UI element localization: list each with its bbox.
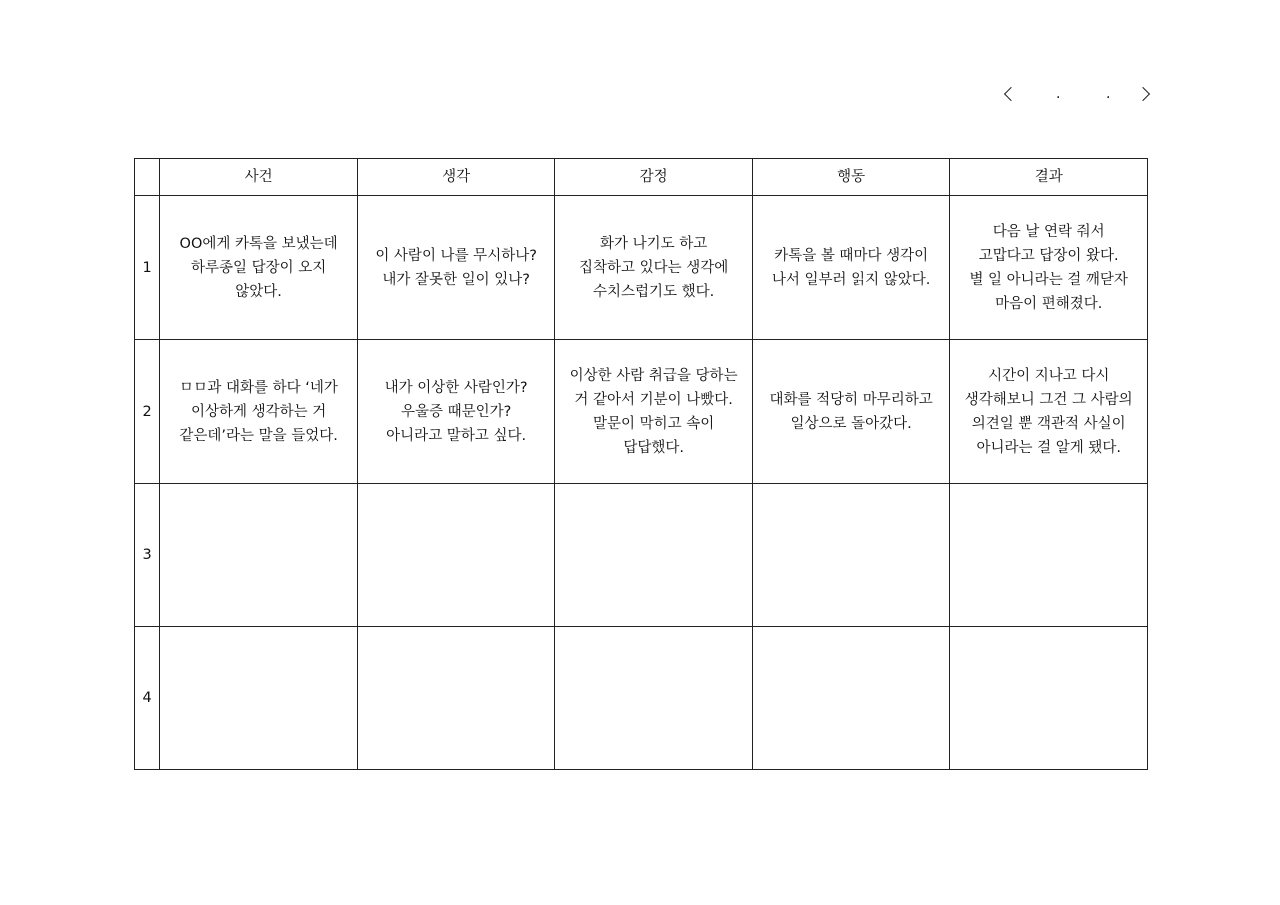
event-cell[interactable]: OO에게 카톡을 보냈는데 하루종일 답장이 오지 않았다. <box>160 196 358 340</box>
result-cell[interactable]: 시간이 지나고 다시 생각해보니 그건 그 사람의 의견일 뿐 객관적 사실이 아니라는 걸 알게 됐다. <box>950 340 1148 484</box>
behavior-cell[interactable]: 대화를 적당히 마무리하고 일상으로 돌아갔다. <box>752 340 950 484</box>
behavior-cell[interactable] <box>752 627 950 770</box>
table-row <box>135 340 1148 484</box>
date-separator-1: . <box>1056 86 1061 102</box>
date-separator-2: . <box>1106 86 1111 102</box>
table-row <box>135 627 1148 770</box>
chevron-left-icon <box>1004 87 1018 101</box>
row-number: 3 <box>135 484 160 627</box>
thought-cell[interactable]: 이 사람이 나를 무시하나? 내가 잘못한 일이 있나? <box>357 196 555 340</box>
emotion-cell[interactable]: 화가 나기도 하고 집착하고 있다는 생각에 수치스럽기도 했다. <box>555 196 753 340</box>
thought-cell[interactable]: 내가 이상한 사람인가? 우울증 때문인가? 아니라고 말하고 싶다. <box>357 340 555 484</box>
emotion-cell[interactable] <box>555 484 753 627</box>
header-emotion: 감정 <box>555 159 753 196</box>
header-thought: 생각 <box>357 159 555 196</box>
abc-record-table <box>134 158 1148 770</box>
behavior-cell[interactable] <box>752 484 950 627</box>
table-row <box>135 196 1148 340</box>
emotion-cell[interactable] <box>555 627 753 770</box>
header-number <box>135 159 160 196</box>
thought-cell[interactable] <box>357 627 555 770</box>
thought-cell[interactable] <box>357 484 555 627</box>
result-cell[interactable] <box>950 627 1148 770</box>
result-cell[interactable] <box>950 484 1148 627</box>
emotion-cell[interactable]: 이상한 사람 취급을 당하는 거 같아서 기분이 나빴다. 말문이 막히고 속이 답답했다. <box>555 340 753 484</box>
row-number: 1 <box>135 196 160 340</box>
table-row <box>135 484 1148 627</box>
chevron-right-icon <box>1136 87 1150 101</box>
row-number: 4 <box>135 627 160 770</box>
event-cell[interactable]: ㅁㅁ과 대화를 하다 ‘네가 이상하게 생각하는 거 같은데’라는 말을 들었다. <box>160 340 358 484</box>
date-navigator <box>996 82 1160 106</box>
behavior-cell[interactable]: 카톡을 볼 때마다 생각이 나서 일부러 읽지 않았다. <box>752 196 950 340</box>
header-behavior: 행동 <box>752 159 950 196</box>
header-event: 사건 <box>160 159 358 196</box>
header-result: 결과 <box>950 159 1148 196</box>
event-cell[interactable] <box>160 484 358 627</box>
event-cell[interactable] <box>160 627 358 770</box>
result-cell[interactable]: 다음 날 연락 줘서 고맙다고 답장이 왔다. 별 일 아니라는 걸 깨닫자 마음이 편해졌다. <box>950 196 1148 340</box>
row-number: 2 <box>135 340 160 484</box>
table-header-row <box>135 159 1148 196</box>
